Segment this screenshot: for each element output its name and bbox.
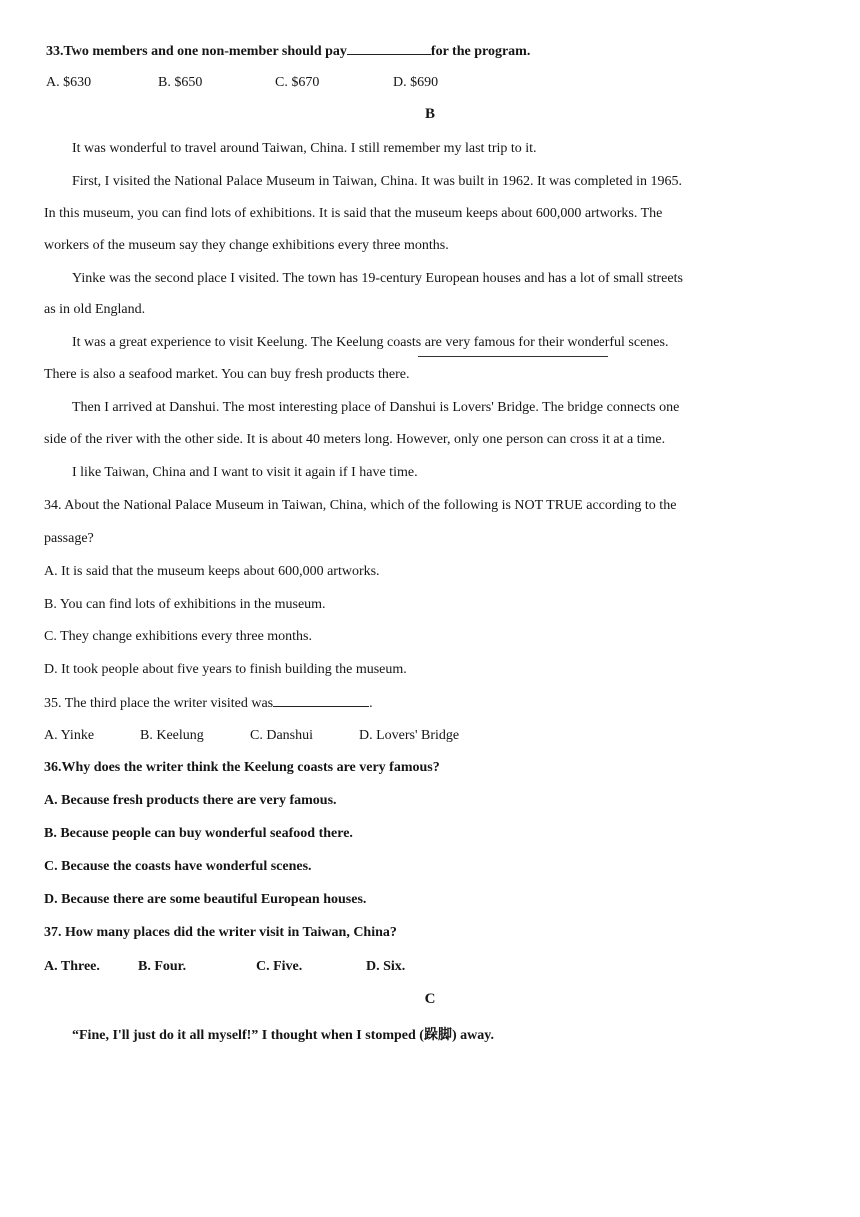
q35-option-c[interactable]: C. Danshui [250, 728, 313, 743]
q36-option-a[interactable]: A. Because fresh products there are very famous. [44, 793, 337, 808]
q33-stem-text: 33.Two members and one non-member should pay [46, 44, 347, 59]
q37-option-d[interactable]: D. Six. [366, 959, 406, 974]
q35-stem-text: 35. The third place the writer visited was [44, 696, 274, 711]
passage-b-p4-line2: There is also a seafood market. You can buy fresh products there. [44, 367, 410, 382]
passage-b-p2-line2: In this museum, you can find lots of exhibitions. It is said that the museum keeps about 600,000 artworks. The [44, 206, 663, 221]
q36-option-c[interactable]: C. Because the coasts have wonderful scenes. [44, 859, 312, 874]
passage-b-p2-line1: First, I visited the National Palace Museum in Taiwan, China. It was built in 1962. It was completed in 1965. [72, 174, 682, 189]
q34-stem-line2: passage? [44, 531, 94, 546]
passage-b-p6: I like Taiwan, China and I want to visit it again if I have time. [72, 465, 418, 480]
passage-b-p5-line1: Then I arrived at Danshui. The most interesting place of Danshui is Lovers' Bridge. The bridge connects one [72, 400, 680, 415]
q34-option-a[interactable]: A. It is said that the museum keeps about 600,000 artworks. [44, 564, 380, 579]
q35-stem [44, 694, 373, 713]
q33-option-c[interactable]: C. $670 [275, 75, 320, 90]
q35-option-a[interactable]: A. Yinke [44, 728, 95, 743]
passage-b-p3-line2: as in old England. [44, 302, 146, 317]
passage-b-p2-line3: workers of the museum say they change exhibitions every three months. [44, 238, 449, 253]
q33-option-b[interactable]: B. $650 [158, 75, 203, 90]
handwritten-underline [418, 356, 608, 357]
q33-stem-end: for the program. [430, 44, 531, 59]
q37-option-c[interactable]: C. Five. [256, 959, 303, 974]
q34-option-c[interactable]: C. They change exhibitions every three months. [44, 629, 313, 644]
q36-option-d[interactable]: D. Because there are some beautiful European houses. [44, 892, 367, 907]
q35-option-b[interactable]: B. Keelung [140, 728, 204, 743]
section-b-heading: B [424, 106, 435, 122]
passage-b-p5-line2: side of the river with the other side. It is about 40 meters long. However, only one person can cross it at a time. [44, 432, 666, 447]
passage-b-p4-line1: It was a great experience to visit Keelung. The Keelung coasts are very famous for their wonderful scenes. [72, 335, 669, 350]
q35-answer-blank[interactable] [273, 694, 369, 707]
passage-b-p3-line1: Yinke was the second place I visited. The town has 19-century European houses and has a lot of small streets [72, 271, 683, 286]
q33-option-d[interactable]: D. $690 [393, 75, 439, 90]
q37-option-b[interactable]: B. Four. [138, 959, 187, 974]
q37-stem: 37. How many places did the writer visit in Taiwan, China? [44, 925, 397, 940]
q33-stem [46, 42, 530, 61]
q34-option-d[interactable]: D. It took people about five years to finish building the museum. [44, 662, 407, 677]
q36-option-b[interactable]: B. Because people can buy wonderful seafood there. [44, 826, 353, 841]
q35-stem-end: . [369, 696, 373, 711]
q33-answer-blank[interactable] [347, 42, 431, 55]
section-c-heading: C [424, 991, 436, 1007]
q36-stem: 36.Why does the writer think the Keelung coasts are very famous? [44, 760, 440, 775]
q33-option-a[interactable]: A. $630 [46, 75, 92, 90]
q35-option-d[interactable]: D. Lovers' Bridge [359, 728, 460, 743]
q34-option-b[interactable]: B. You can find lots of exhibitions in the museum. [44, 597, 326, 612]
q34-stem-line1: 34. About the National Palace Museum in Taiwan, China, which of the following is NOT TRUE according to the [44, 498, 677, 513]
passage-c-first-line: “Fine, I'll just do it all myself!” I thought when I stomped (跺脚) away. [72, 1028, 494, 1043]
q37-option-a[interactable]: A. Three. [44, 959, 100, 974]
passage-b-p1: It was wonderful to travel around Taiwan, China. I still remember my last trip to it. [72, 141, 537, 156]
